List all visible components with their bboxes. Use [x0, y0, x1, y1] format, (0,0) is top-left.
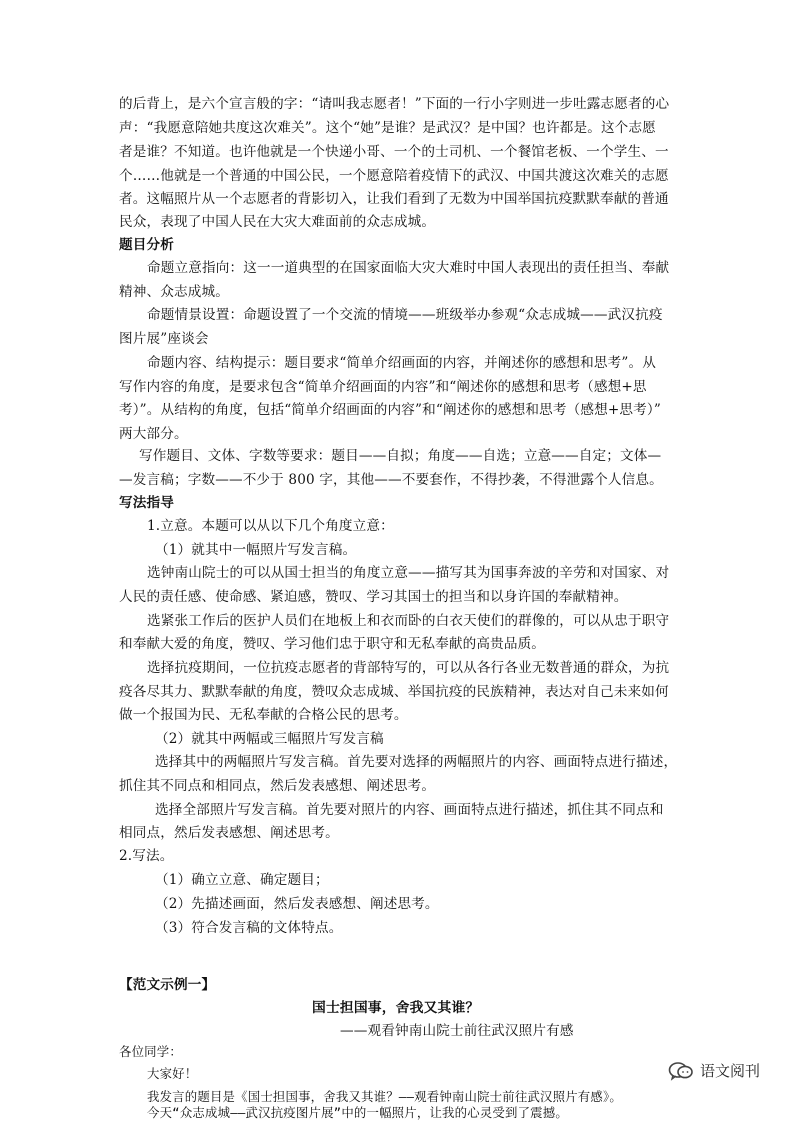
guide-line: 人民的责任感、使命感、紧迫感，赞叹、学习其国士的担当和以身许国的奉献精神。	[119, 589, 628, 605]
guide-line: 抓住其不同点和相同点，然后发表感想、阐述思考。	[119, 778, 436, 794]
sample-subtitle: ——观看钟南山院士前往武汉照片有感	[340, 1023, 574, 1039]
guide-line: 1.立意。本题可以从以下几个角度立意：	[147, 518, 394, 534]
guide-line: 2.写法。	[119, 848, 174, 864]
guide-line: 做一个报国为民、无私奉献的合格公民的思考。	[119, 707, 408, 723]
analysis-line: 命题立意指向：这一一道典型的在国家面临大灾大难时中国人表现出的责任担当、奉献	[147, 260, 670, 276]
guide-line: （2）先描述画面，然后发表感想、阐述思考。	[155, 896, 439, 912]
guide-line: 选择全部照片写发言稿。首先要对照片的内容、画面特点进行描述，抓住其不同点和	[155, 802, 664, 818]
intro-line: 个……他就是一个普通的中国公民，一个愿意陪着疫情下的武汉、中国共渡这次难关的志愿	[119, 168, 669, 184]
guide-line: 选择抗疫期间，一位抗疫志愿者的背部特写的，可以从各行各业无数普通的群众，为抗	[147, 660, 670, 676]
watermark	[668, 1060, 760, 1081]
intro-line: 者。这幅照片从一个志愿者的背影切入，让我们看到了无数为中国举国抗疫默默奉献的普通	[119, 191, 669, 207]
analysis-line: 命题情景设置：命题设置了一个交流的情境——班级举办参观“众志成城——武汉抗疫	[147, 307, 663, 323]
guide-line: 选钟南山院士的可以从国士担当的角度立意——描写其为国事奔波的辛劳和对国家、对	[147, 565, 670, 581]
guide-line: 选紧张工作后的医护人员们在地板上和衣而卧的白衣天使们的群像的，可以从忠于职守	[147, 613, 670, 629]
guide-line: 选择其中的两幅照片写发言稿。首先要对选择的两幅照片的内容、画面特点进行描述，	[155, 754, 678, 770]
guide-line: （1）确立立意、确定题目；	[155, 872, 329, 888]
analysis-line: 考）”。从结构的角度，包括“简单介绍画面的内容”和“阐述你的感想和思考（感想+思考）”	[119, 402, 661, 418]
guide-line: （2）就其中两幅或三幅照片写发言稿	[155, 731, 384, 747]
analysis-line: 写作内容的角度，是要求包含“简单介绍画面的内容”和“阐述你的感想和思考（感想+思	[119, 379, 647, 395]
guide-line: （3）符合发言稿的文体特点。	[155, 920, 343, 936]
intro-line: 的后背上，是六个宣言般的字：“请叫我志愿者！”下面的一行小字则进一步吐露志愿者的心	[119, 96, 670, 112]
analysis-line: —发言稿；字数——不少于 800 字，其他——不要套作，不得抄袭，不得泄露个人信息。	[119, 472, 663, 488]
analysis-heading: 题目分析	[119, 237, 174, 253]
speech-line: 我发言的题目是《国士担国事，舍我又其谁？——观看钟南山院士前往武汉照片有感》。	[147, 1089, 622, 1104]
intro-line: 声：“我愿意陪她共度这次难关”。这个“她”是谁？是武汉？是中国？也许都是。这个志愿	[119, 120, 656, 136]
watermark-text: 语文阅刊	[699, 1062, 760, 1080]
guide-line: 相同点，然后发表感想、阐述思考。	[119, 825, 339, 841]
speech-line: 今天“众志成城——武汉抗疫图片展”中的一幅照片，让我的心灵受到了震撼。	[147, 1105, 568, 1120]
analysis-line: 命题内容、结构提示：题目要求“简单介绍画面的内容，并阐述你的感想和思考”。从	[147, 355, 656, 371]
analysis-line: 两大部分。	[119, 426, 188, 442]
guide-heading: 写法指导	[119, 495, 174, 511]
intro-line: 者是谁？不知道。也许他就是一个快递小哥、一个的士司机、一个餐馆老板、一个学生、一	[119, 144, 669, 160]
analysis-line: 写作题目、文体、字数等要求：题目——自拟；角度——自选；立意——自定；文体—	[139, 448, 662, 464]
sample-title: 国士担国事，舍我又其谁？	[312, 1000, 480, 1016]
analysis-line: 图片展”座谈会	[119, 331, 209, 347]
guide-line: （1）就其中一幅照片写发言稿。	[155, 542, 357, 558]
speech-greeting: 大家好！	[147, 1066, 198, 1081]
wechat-official-account-icon	[668, 1061, 694, 1081]
guide-line: 疫各尽其力、默默奉献的角度，赞叹众志成城、举国抗疫的民族精神，表达对自己未来如何	[119, 684, 669, 700]
guide-line: 和奉献大爱的角度，赞叹、学习他们忠于职守和无私奉献的高贵品质。	[119, 636, 546, 652]
speech-salutation: 各位同学：	[119, 1044, 182, 1059]
analysis-line: 精神、众志成城。	[119, 284, 229, 300]
sample-label: 【范文示例一】	[119, 977, 216, 993]
intro-line: 民众，表现了中国人民在大灾大难面前的众志成城。	[119, 214, 436, 230]
